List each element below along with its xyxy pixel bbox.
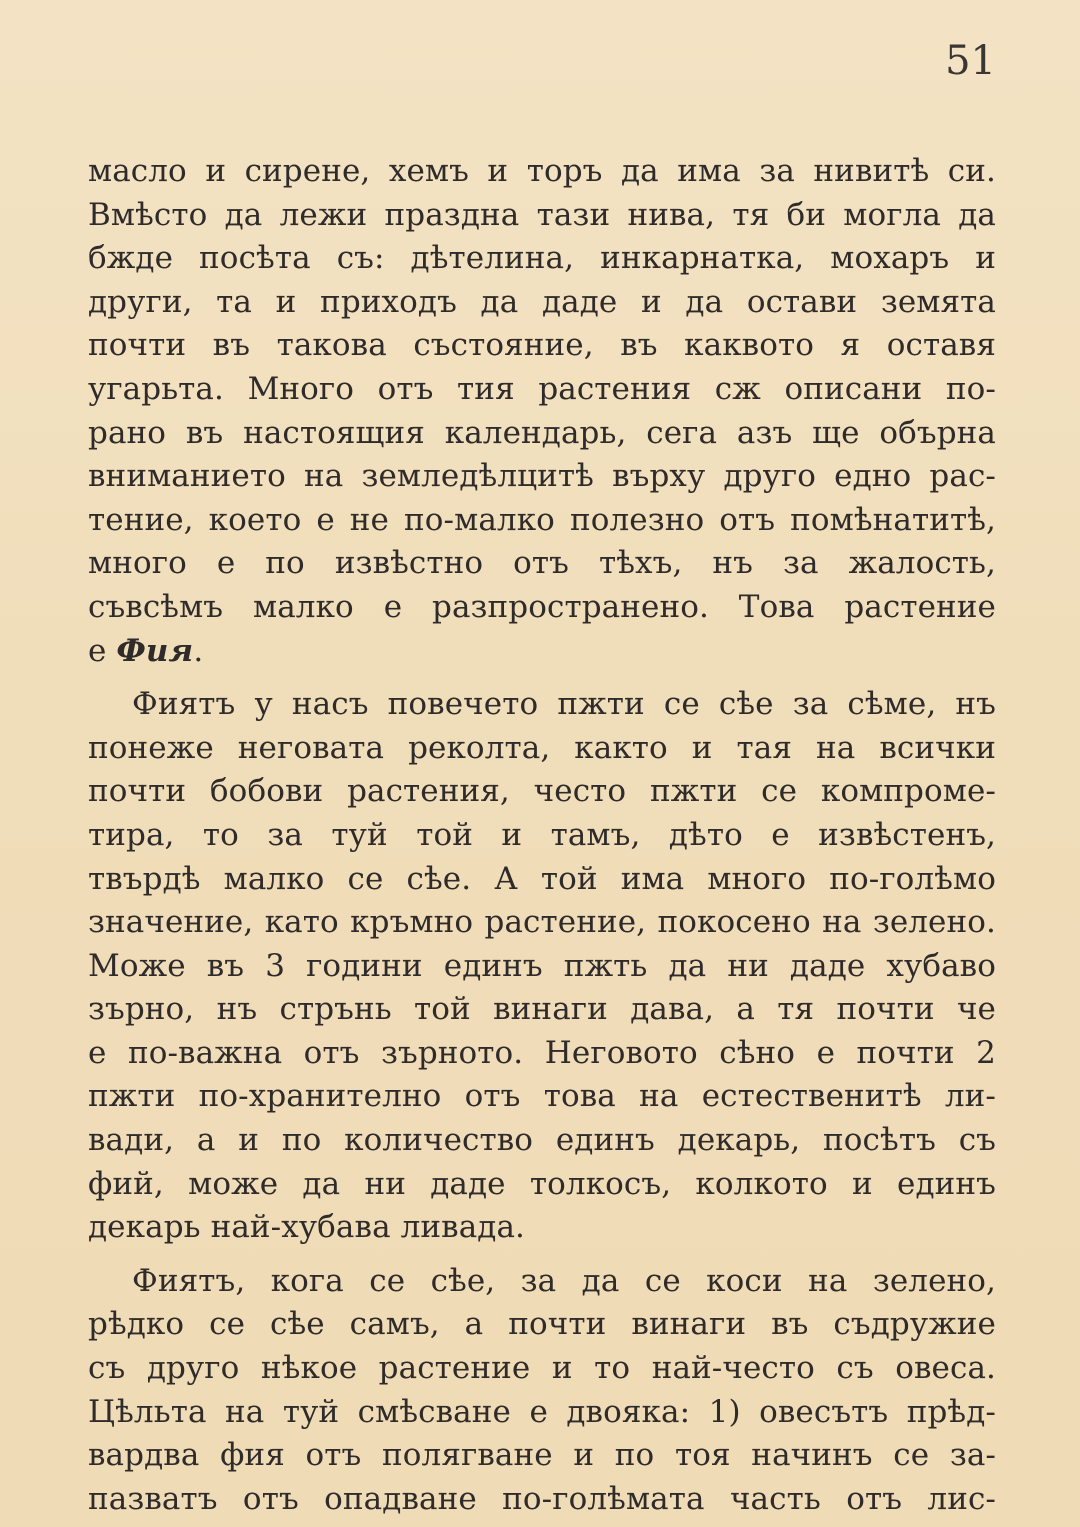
text-line: почти бобови растения, често пжти се компроме- — [88, 773, 996, 810]
paragraph-3 — [88, 1260, 996, 1522]
text-line: Може въ 3 години единъ пжть да ни даде хубаво — [88, 947, 996, 984]
text-line: тира, то за туй той и тамъ, дѣто е извѣстенъ, — [88, 816, 996, 853]
text-line: Фиятъ, кога се сѣе, за да се коси на зелено, — [132, 1262, 996, 1299]
text-line: вардва фия отъ полягване и по тоя начинъ се за- — [88, 1437, 996, 1474]
text-line: много е по извѣстно отъ тѣхъ, нъ за жалость, — [88, 545, 996, 582]
text-line: твърдѣ малко се сѣе. А той има много по-голѣмо — [88, 860, 996, 897]
text-line: рѣдко се сѣе самъ, а почти винаги въ съдружие — [88, 1306, 996, 1343]
text-line: фий, може да ни даде толкосъ, колкото и единъ — [88, 1165, 996, 1202]
text-line-final — [88, 630, 996, 674]
text-line: понеже неговата реколта, както и тая на всички — [88, 729, 996, 766]
text-line: вниманието на земледѣлцитѣ върху друго едно рас- — [88, 458, 996, 495]
text-line: декарь най-хубава ливада. — [88, 1209, 526, 1246]
paragraph-gap — [88, 1250, 996, 1260]
text-line: Фиятъ у насъ повечето пжти се сѣе за сѣме, нъ — [132, 686, 996, 723]
text-line: угарьта. Много отъ тия растения сж описани по- — [88, 370, 996, 407]
text-line: масло и сирене, хемъ и торъ да има за нивитѣ си. — [88, 153, 996, 189]
text-line: рано въ настоящия календарь, сега азъ ще обърна — [88, 414, 996, 451]
paragraph-2 — [88, 683, 996, 1250]
text-line: съ друго нѣкое растение и то най-често съ овеса. — [88, 1350, 996, 1387]
text-line: е по-важна отъ зърното. Неговото сѣно е почти 2 — [88, 1034, 996, 1071]
text-line: тение, което е не по-малко полезно отъ помѣнатитѣ, — [88, 501, 996, 538]
text-line: други, та и приходъ да даде и да остави земята — [88, 283, 996, 320]
paragraph-1 — [88, 150, 996, 673]
paragraph-gap — [88, 673, 996, 683]
line-prefix: е — [88, 632, 117, 669]
text-line: съвсѣмъ малко е разпространено. Това растение — [88, 588, 996, 625]
text-line: зърно, нъ стрънь той винаги дава, а тя почти че — [88, 991, 996, 1028]
text-line: бжде посѣта съ: дѣтелина, инкарнатка, мохаръ и — [88, 240, 996, 277]
text-line: почти въ такова състояние, въ каквото я оставя — [88, 327, 996, 364]
text-line: Цѣльта на туй смѣсване е двояка: 1) овесътъ прѣд- — [88, 1393, 996, 1430]
page-number: 51 — [945, 38, 996, 84]
term-fiya: Фия — [116, 632, 194, 669]
text-line: пжти по-хранително отъ това на естественитѣ ли- — [88, 1078, 996, 1115]
text-line: Вмѣсто да лежи праздна тази нива, тя би могла да — [88, 196, 996, 233]
text-line: вади, а и по количество единъ декарь, посѣтъ съ — [88, 1122, 996, 1159]
text-line: значение, като кръмно растение, покосено на зелено. — [88, 904, 996, 941]
text-line: пазватъ отъ опадване по-голѣмата часть отъ лис- — [88, 1480, 996, 1517]
line-suffix: . — [193, 632, 204, 669]
